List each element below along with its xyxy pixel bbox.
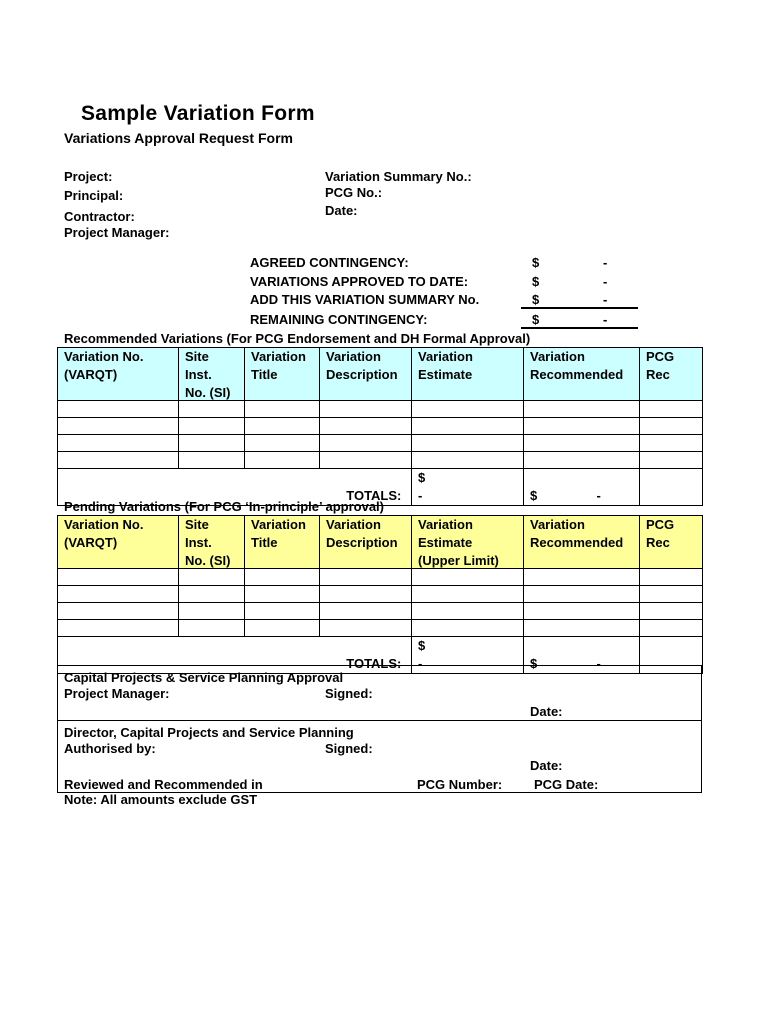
contingency-currency: $	[532, 312, 540, 327]
recommended-total-cell: $ -	[524, 637, 640, 674]
form-subtitle: Variations Approval Request Form	[64, 130, 293, 146]
header-site-inst: Site Inst. No. (SI)	[179, 348, 245, 401]
contingency-currency: $	[532, 292, 540, 307]
contingency-label: REMAINING CONTINGENCY:	[250, 312, 428, 327]
estimate-total-cell: $ -	[412, 469, 524, 506]
reviewed-label: Reviewed and Recommended in	[64, 777, 263, 792]
contingency-currency: $	[532, 274, 540, 289]
pending-variations-table	[57, 515, 703, 674]
table-header-row	[58, 516, 703, 569]
contingency-value: -	[603, 292, 608, 307]
authorised-by-label: Authorised by:	[64, 741, 156, 756]
pcg-date-label: PCG Date:	[534, 777, 599, 792]
recommended-total-cell: $ -	[524, 469, 640, 506]
table-header-row	[58, 348, 703, 401]
contingency-label: ADD THIS VARIATION SUMMARY No.	[250, 292, 480, 307]
table-row	[58, 435, 703, 452]
total-rule	[521, 327, 638, 329]
header-pcg-rec: PCG Rec	[640, 516, 703, 569]
header-variation-title: Variation Title	[245, 348, 320, 401]
header-variation-description: Variation Description	[320, 516, 412, 569]
contingency-label: AGREED CONTINGENCY:	[250, 255, 409, 270]
table-row	[58, 603, 703, 620]
pcg-no-label: PCG No.:	[325, 185, 383, 200]
project-manager-label: Project Manager:	[64, 225, 170, 240]
subtotal-rule	[521, 307, 638, 309]
header-site-inst: Site Inst. No. (SI)	[179, 516, 245, 569]
contingency-value: -	[603, 274, 608, 289]
pending-caption: Pending Variations (For PCG ‘In-principle’ approval)	[64, 499, 384, 514]
header-pcg-rec: PCG Rec	[640, 348, 703, 401]
principal-label: Principal:	[64, 188, 124, 203]
pcg-number-label: PCG Number:	[417, 777, 503, 792]
signed-label: Signed:	[325, 686, 373, 701]
header-variation-description: Variation Description	[320, 348, 412, 401]
contingency-label: VARIATIONS APPROVED TO DATE:	[250, 274, 469, 289]
approval-date-label: Date:	[530, 758, 563, 773]
estimate-total-cell: $ -	[412, 637, 524, 674]
contingency-value: -	[603, 255, 608, 270]
date-label: Date:	[325, 203, 358, 218]
header-variation-recommended: Variation Recommended	[524, 348, 640, 401]
header-variation-estimate: Variation Estimate	[412, 348, 524, 401]
header-variation-no: Variation No. (VARQT)	[58, 348, 179, 401]
variation-summary-no-label: Variation Summary No.:	[325, 169, 472, 184]
approval-heading: Director, Capital Projects and Service Planning	[64, 725, 354, 740]
project-label: Project:	[64, 169, 113, 184]
header-variation-no: Variation No. (VARQT)	[58, 516, 179, 569]
header-variation-title: Variation Title	[245, 516, 320, 569]
table-row	[58, 586, 703, 603]
totals-label: TOTALS:	[346, 656, 402, 671]
table-row	[58, 452, 703, 469]
header-variation-recommended: Variation Recommended	[524, 516, 640, 569]
table-row	[58, 569, 703, 586]
project-manager-sign-label: Project Manager:	[64, 686, 170, 701]
director-approval-section	[57, 720, 702, 793]
form-title: Sample Variation Form	[81, 102, 315, 125]
recommended-caption: Recommended Variations (For PCG Endorsement and DH Formal Approval)	[64, 331, 531, 346]
signed-label: Signed:	[325, 741, 373, 756]
contingency-value: -	[603, 312, 608, 327]
table-row	[58, 401, 703, 418]
approval-date-label: Date:	[530, 704, 563, 719]
recommended-variations-table	[57, 347, 703, 506]
totals-label: TOTALS:	[346, 488, 402, 503]
header-variation-estimate: Variation Estimate (Upper Limit)	[412, 516, 524, 569]
gst-note: Note: All amounts exclude GST	[64, 792, 258, 807]
contingency-currency: $	[532, 255, 540, 270]
capital-projects-approval-section	[57, 665, 702, 721]
table-row	[58, 418, 703, 435]
approval-heading: Capital Projects & Service Planning Approval	[64, 670, 344, 685]
table-row	[58, 620, 703, 637]
contractor-label: Contractor:	[64, 209, 135, 224]
